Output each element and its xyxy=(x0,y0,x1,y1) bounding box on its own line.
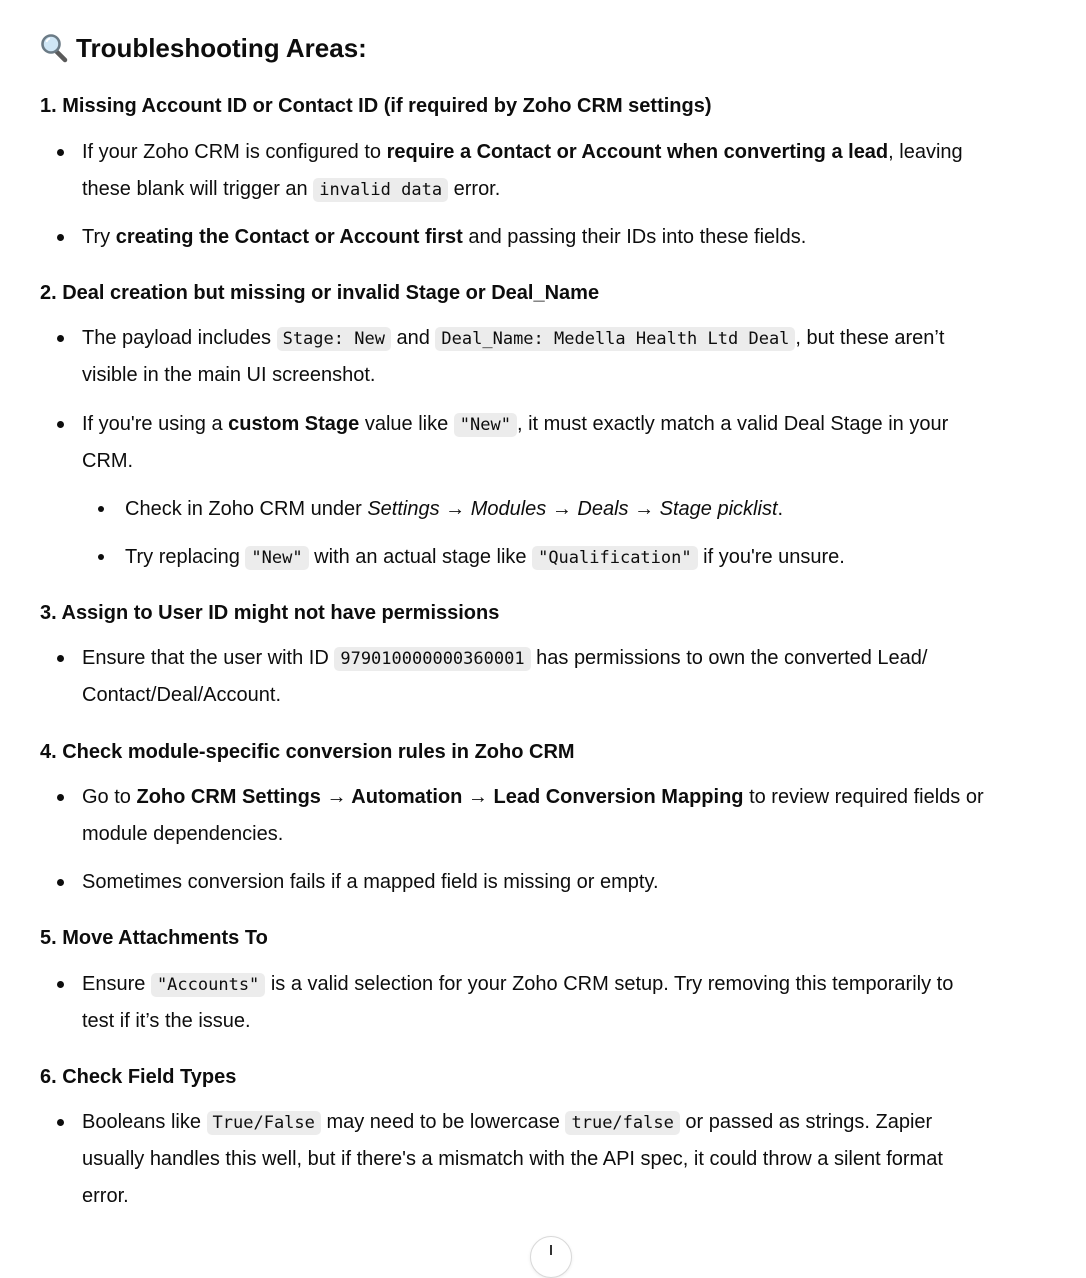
list-item-text xyxy=(82,1178,1050,1215)
text-run: Try replacing xyxy=(125,546,246,568)
section-5-title: 5. Move Attachments To xyxy=(40,927,268,949)
text-run: if you're unsure. xyxy=(697,546,845,568)
text-run: error. xyxy=(82,1185,129,1207)
text-run: value like xyxy=(359,413,454,435)
bullet-dot xyxy=(57,794,64,801)
text-run: and xyxy=(390,327,436,349)
text-run: Check in Zoho CRM under xyxy=(125,498,368,520)
bold-text: custom Stage xyxy=(228,413,360,435)
text-run: or passed as strings. Zapier xyxy=(679,1111,933,1133)
list-item xyxy=(82,134,1050,208)
text-run: If you're using a xyxy=(82,413,229,435)
inline-code: invalid data xyxy=(313,178,448,202)
bullet-dot xyxy=(57,655,64,662)
scroll-to-bottom-button[interactable] xyxy=(530,1236,572,1278)
list-item-text xyxy=(82,219,1050,256)
text-run: If your Zoho CRM is configured to xyxy=(82,141,387,163)
text-run: Ensure xyxy=(82,973,151,995)
inline-code: true/false xyxy=(565,1111,679,1135)
text-run: Booleans like xyxy=(82,1111,207,1133)
list-item-text xyxy=(82,443,1050,480)
text-run: and passing their IDs into these fields. xyxy=(462,226,807,248)
list-item xyxy=(82,320,1050,394)
inline-code: Deal_Name: Medella Health Ltd Deal xyxy=(435,327,795,351)
list-item-text xyxy=(82,1104,1050,1141)
text-run: , leaving xyxy=(888,141,963,163)
list-item-text xyxy=(82,134,1050,171)
text-run: , but these aren’t xyxy=(795,327,945,349)
text-run: is a valid selection for your Zoho CRM setup. Try removing this temporarily to xyxy=(265,973,954,995)
text-run: , it must exactly match a valid Deal Stage in your xyxy=(516,413,949,435)
list-item-text xyxy=(82,864,1050,901)
section-2-title: 2. Deal creation but missing or invalid Stage or Deal_Name xyxy=(40,282,600,304)
list-item-text xyxy=(82,1141,1050,1178)
bullet-dot xyxy=(98,554,104,560)
text-run: The payload includes xyxy=(82,327,277,349)
inline-code: 979010000000360001 xyxy=(334,647,530,671)
section-6-title: 6. Check Field Types xyxy=(40,1066,237,1088)
section-3-title: 3. Assign to User ID might not have permissions xyxy=(40,602,500,624)
inline-code: Stage: New xyxy=(277,327,391,351)
bullet-dot xyxy=(98,506,104,512)
list-item-text xyxy=(82,779,1050,816)
magnifying-glass-icon xyxy=(40,33,68,63)
bold-text: require a Contact or Account when converting a lead xyxy=(386,141,889,163)
text-run: . xyxy=(777,498,784,520)
text-run: CRM. xyxy=(82,450,134,472)
list-item-text xyxy=(82,1003,1050,1040)
bullet-dot xyxy=(57,335,64,342)
text-run: these blank will trigger an xyxy=(82,178,314,200)
text-run: usually handles this well, but if there's a mismatch with the API spec, it could throw a silent format xyxy=(82,1148,943,1170)
text-run: Ensure that the user with ID xyxy=(82,647,335,669)
bullet-dot xyxy=(57,879,64,886)
section-1-title: 1. Missing Account ID or Contact ID (if required by Zoho CRM settings) xyxy=(40,95,712,117)
italic-text: Settings → Modules → Deals → Stage picklist xyxy=(367,498,778,520)
text-run: Contact/Deal/Account. xyxy=(82,684,281,706)
text-run: has permissions to own the converted Lead/ xyxy=(530,647,928,669)
list-item-text xyxy=(82,320,1050,357)
list-item-text xyxy=(82,966,1050,1003)
list-item xyxy=(82,640,1050,714)
bullet-dot xyxy=(57,149,64,156)
list-item-text xyxy=(82,171,1050,208)
sub-list-item xyxy=(125,491,1050,528)
list-item-text xyxy=(82,357,1050,394)
text-run: may need to be lowercase xyxy=(320,1111,566,1133)
list-item xyxy=(82,219,1050,256)
inline-code: "Qualification" xyxy=(532,546,698,570)
list-item-text xyxy=(125,491,1050,528)
bullet-dot xyxy=(57,421,64,428)
heading-text: Troubleshooting Areas: xyxy=(76,32,367,63)
inline-code: "New" xyxy=(245,546,308,570)
text-run: module dependencies. xyxy=(82,823,284,845)
section-heading xyxy=(40,30,367,66)
text-run: Try xyxy=(82,226,116,248)
text-run: visible in the main UI screenshot. xyxy=(82,364,376,386)
text-run: test if it’s the issue. xyxy=(82,1010,251,1032)
sub-list-item xyxy=(125,539,1050,576)
inline-code: "New" xyxy=(454,413,517,437)
list-item xyxy=(82,1104,1050,1215)
bold-text: Zoho CRM Settings → Automation → Lead Conversion Mapping xyxy=(136,786,744,808)
text-run: Sometimes conversion fails if a mapped field is missing or empty. xyxy=(82,871,659,893)
bullet-dot xyxy=(57,1119,64,1126)
text-run: Go to xyxy=(82,786,137,808)
bullet-dot xyxy=(57,234,64,241)
list-item xyxy=(82,864,1050,901)
bullet-dot xyxy=(57,981,64,988)
list-item xyxy=(82,406,1050,480)
text-run: with an actual stage like xyxy=(308,546,533,568)
list-item xyxy=(82,779,1050,853)
arrow-down-icon xyxy=(550,1245,552,1255)
list-item xyxy=(82,966,1050,1040)
list-item-text xyxy=(82,677,1050,714)
list-item-text xyxy=(82,406,1050,443)
inline-code: True/False xyxy=(207,1111,321,1135)
text-run: error. xyxy=(448,178,501,200)
bold-text: creating the Contact or Account first xyxy=(115,226,463,248)
list-item-text xyxy=(82,640,1050,677)
text-run: to review required fields or xyxy=(743,786,984,808)
section-4-title: 4. Check module-specific conversion rules in Zoho CRM xyxy=(40,741,575,763)
list-item-text xyxy=(125,539,1050,576)
list-item-text xyxy=(82,816,1050,853)
inline-code: "Accounts" xyxy=(151,973,265,997)
